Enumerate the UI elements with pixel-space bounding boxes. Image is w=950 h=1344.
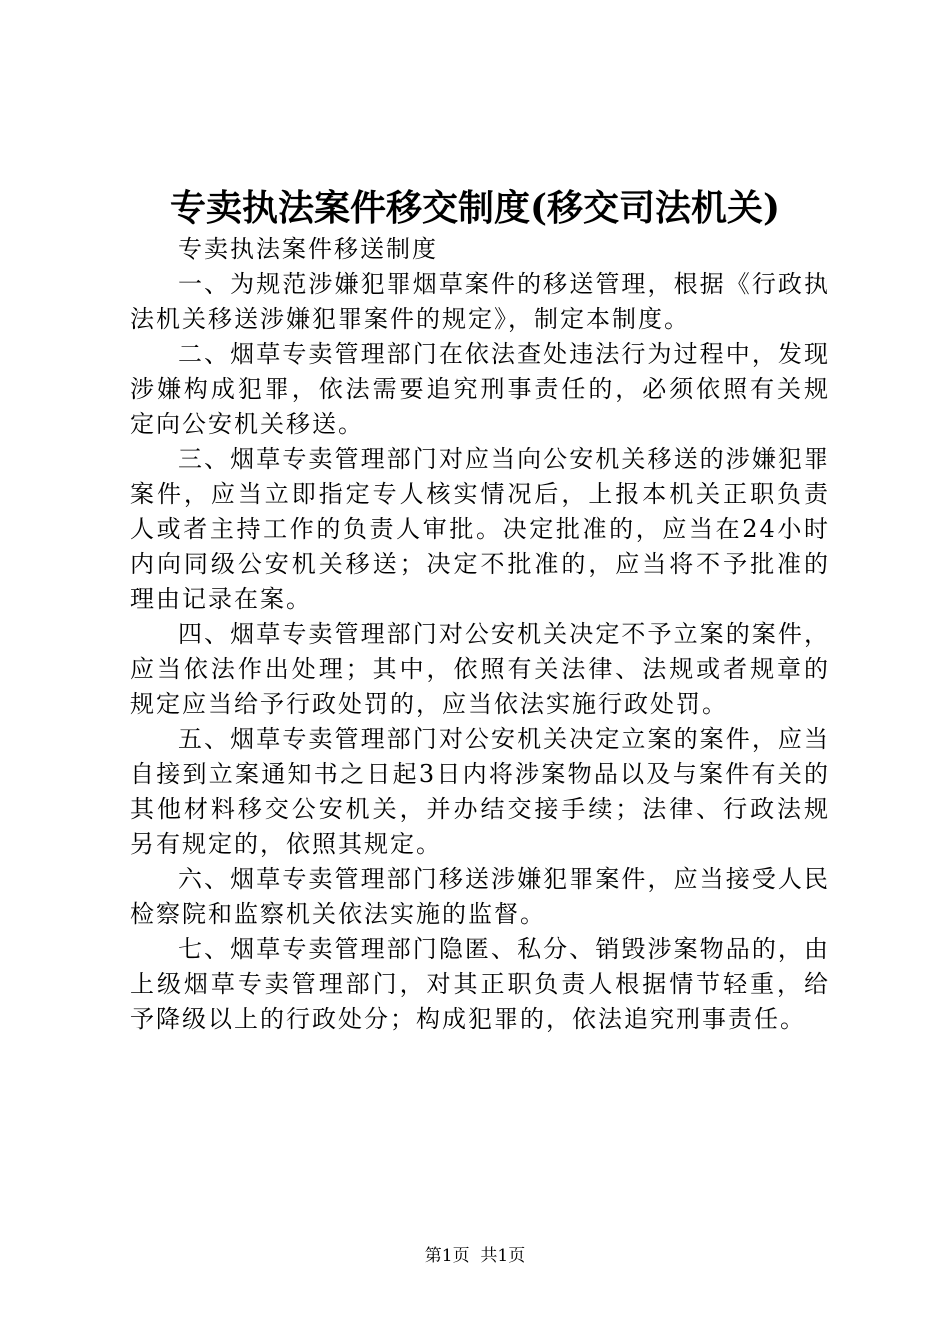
- paragraph-6: 六、烟草专卖管理部门移送涉嫌犯罪案件，应当接受人民检察院和监察机关依法实施的监督。: [130, 865, 830, 928]
- paragraph-1: 一、为规范涉嫌犯罪烟草案件的移送管理，根据《行政执法机关移送涉嫌犯罪案件的规定》，制定本制度。: [130, 270, 830, 333]
- page-footer: 第1页 共1页: [424, 1246, 526, 1266]
- paragraph-5: 五、烟草专卖管理部门对公安机关决定立案的案件，应当自接到立案通知书之日起3日内将涉案物品以及与案件有关的其他材料移交公安机关，并办结交接手续；法律、行政法规另有规定的，依照其规定。: [130, 725, 830, 858]
- paragraph-heading: 专卖执法案件移送制度: [178, 235, 438, 263]
- document-body: [130, 232, 830, 1037]
- paragraph-7: 七、烟草专卖管理部门隐匿、私分、销毁涉案物品的，由上级烟草专卖管理部门，对其正职负责人根据情节轻重，给予降级以上的行政处分；构成犯罪的，依法追究刑事责任。: [130, 935, 830, 1033]
- document-title: 专卖执法案件移交制度(移交司法机关): [169, 187, 781, 229]
- paragraph-2: 二、烟草专卖管理部门在依法查处违法行为过程中，发现涉嫌构成犯罪，依法需要追究刑事责任的，必须依照有关规定向公安机关移送。: [130, 340, 830, 438]
- paragraph-3: 三、烟草专卖管理部门对应当向公安机关移送的涉嫌犯罪案件，应当立即指定专人核实情况后，上报本机关正职负责人或者主持工作的负责人审批。决定批准的，应当在24小时内向同级公安机关移送；决定不批准的，应当将不予批准的理由记录在案。: [130, 445, 830, 613]
- paragraph-4: 四、烟草专卖管理部门对公安机关决定不予立案的案件，应当依法作出处理；其中，依照有关法律、法规或者规章的规定应当给予行政处罚的，应当依法实施行政处罚。: [130, 620, 830, 718]
